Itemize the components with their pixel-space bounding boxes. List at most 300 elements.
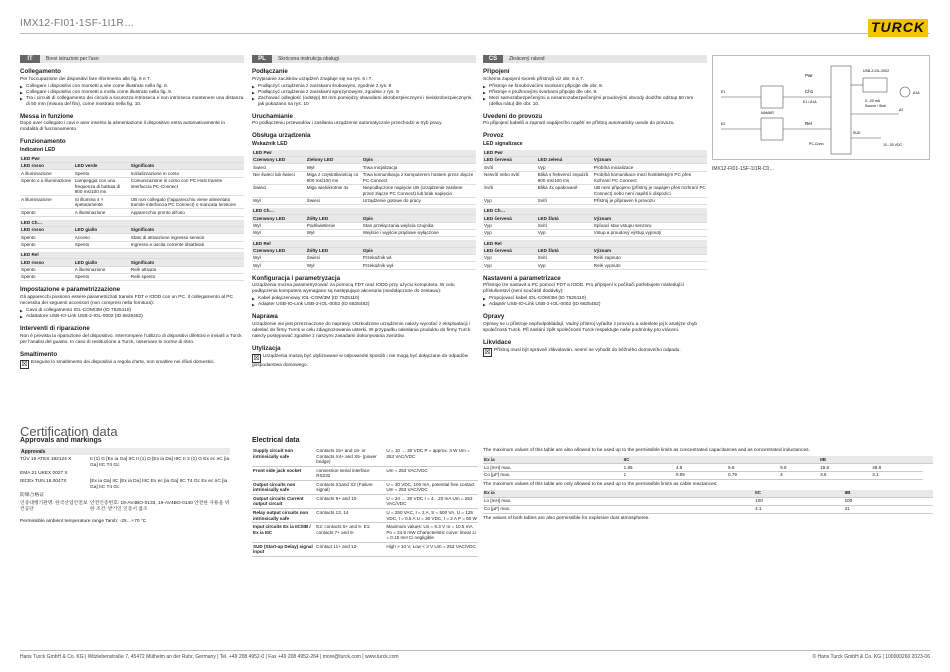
led-head-cell: Czerwony LED — [252, 247, 306, 254]
connection-list — [20, 84, 244, 108]
cert-title: Certification data — [20, 424, 118, 439]
ex-cell: 0.89 — [675, 471, 727, 479]
led-head-cell: Czerwony LED — [252, 156, 306, 163]
led-subtitle: LED signalizace — [483, 141, 523, 148]
electrical-contacts: Contact 11+ and 12- — [315, 542, 385, 556]
led-table — [252, 150, 476, 205]
led-row — [20, 170, 244, 177]
ex-cell: 4.1 — [754, 505, 843, 513]
section-title-connection: Připojení — [483, 68, 510, 75]
ex-head-cell — [727, 456, 779, 463]
list-item: ▶ Adapter USB-IO-Link USB-2-IOL-0002 (ID 6825482) — [252, 302, 476, 308]
approval-marking: II (1) G [Ex ia Ga] IIC II (1) D [Ex ia Da] IIIC II 3 (1) G Ex ec nC [ia Ga] IIC T4 Gc — [90, 457, 230, 469]
language-header — [252, 55, 476, 63]
led-row — [483, 184, 707, 197]
led-group-row — [252, 208, 476, 215]
approval-marking: [Ex ia Ga] IIC [Ex ia Da] IIIC Ex ec [ia Ga] IIC T4 Gc Ex ec nC [ia Ga] IIC T4 Gc — [90, 479, 228, 491]
approval-id: IECEx TUN 16.0047X — [20, 479, 67, 485]
ex-head-cell: IIB — [819, 456, 871, 463]
language-header — [483, 55, 707, 63]
led-row — [483, 262, 707, 269]
diag-label-a2: A2 — [899, 108, 904, 112]
section-title-operation: Obsługa urządzenia — [252, 132, 311, 140]
electrical-data — [252, 447, 478, 557]
diag-label-pwr: Pwr — [805, 73, 813, 78]
column-cs — [483, 55, 707, 358]
electrical-row — [252, 466, 478, 480]
led-cell: Wył — [306, 230, 362, 237]
led-head-cell: Význam — [593, 247, 707, 254]
approval-marking — [90, 493, 230, 499]
led-cell: Bliká s frekvencí impulzů 900 ms/100 ms — [537, 171, 593, 184]
led-cell: Miga z częstotliwością co 900 ms/100 ms — [306, 171, 362, 184]
connection-list — [483, 84, 707, 108]
led-row — [483, 222, 707, 229]
led-cell: Miga wielokrotnie 4x — [306, 184, 362, 197]
accessory-list — [252, 296, 476, 308]
electrical-contacts: Contacts 15+ and 16- or Contacts X4+ and X5- (power bridge) — [315, 447, 385, 466]
ex-cell: 4 — [779, 471, 819, 479]
led-group: LED Pwr — [20, 156, 244, 163]
ex-head-cell: IIC — [623, 456, 675, 463]
diag-label-rel: Rel — [805, 121, 812, 126]
approval-id: 인증대행기관명: 한국산업안전보건공단 — [20, 501, 88, 513]
led-cell: Podświetlenie — [306, 222, 362, 229]
crossed-bin-icon: ☒ — [21, 360, 28, 368]
ex-head-row — [483, 456, 933, 463]
crossed-bin-icon: ☒ — [253, 354, 260, 362]
electrical-circuit: Supply circuit non intrinsically safe — [252, 447, 315, 466]
ex-cell: 31 — [844, 505, 933, 513]
led-head-row — [20, 227, 244, 234]
led-cell: A illuminazione — [20, 170, 74, 177]
section-text: Po podłączeniu przewodów i zasilania urządzenie automatycznie przechodzi w tryb pracy. — [252, 121, 443, 127]
led-head-row — [20, 162, 244, 169]
section-text: Przypisanie zacisków urządzeń znajduje się na rys. 6 i 7. — [252, 76, 373, 82]
language-code: IT — [20, 55, 40, 63]
led-cell: Urządzenie gotowe do pracy — [362, 197, 476, 204]
disposal-text: Přístroj musí být správně zlikvidován, nesmí se vyhodit do běžného domovního odpadu. — [494, 347, 681, 353]
ex-table-1 — [483, 456, 933, 480]
led-cell: Świeci — [252, 164, 306, 171]
diag-label-e1: E1 — [721, 90, 726, 94]
led-table — [252, 240, 476, 269]
disposal-text-wrap — [20, 360, 244, 369]
led-cell: A illuminazione — [20, 196, 74, 209]
led-cell: Bliká 4x opakovaně — [537, 184, 593, 197]
led-cell: Svítí — [537, 222, 593, 229]
led-head-cell: Opis — [362, 156, 476, 163]
led-row — [252, 230, 476, 237]
led-cell: Lampeggia con una frequenza di battuta di 900 ms/100 ms — [74, 177, 130, 196]
section-title-connection: Collegamento — [20, 68, 61, 75]
approval-row — [20, 457, 230, 469]
led-group: LED Pwr — [252, 150, 476, 157]
led-head-cell: LED červená — [483, 215, 537, 222]
led-cell: Svítí — [483, 164, 537, 171]
led-cell: Relè attivato — [130, 266, 244, 273]
diag-label-e2: E2 — [721, 122, 726, 126]
column-pl — [252, 55, 476, 370]
electrical-values: U = 24 … 30 VDC I = 4…20 mA Um = 253 VAC/VDC — [385, 494, 478, 508]
led-row — [483, 197, 707, 204]
electrical-circuit: Input circuits Ex ia IIC/IIB / Ex ia IIIC — [252, 523, 315, 543]
ex-head-cell: IIC — [754, 490, 843, 497]
electrical-contacts: Contacts 13, 14 — [315, 508, 385, 522]
electrical-title: Electrical data — [252, 437, 300, 444]
led-cell: Wył — [252, 255, 306, 262]
electrical-row — [252, 523, 478, 543]
list-item: ▶ Podłączyć urządzenia z zaciskami sprężynowymi, zgodnie z rys. 9 — [252, 90, 476, 96]
section-title-operation: Provoz — [483, 132, 504, 140]
led-cell: Vyp — [537, 230, 593, 237]
led-cell: Relè spento — [130, 274, 244, 281]
led-cell: Spento — [74, 274, 130, 281]
led-head-cell: Significato — [130, 259, 244, 266]
led-row — [252, 262, 476, 269]
language-description: Zkrácený návod — [509, 55, 545, 62]
ex-head-cell — [923, 456, 933, 463]
led-head-cell: LED rosso — [20, 162, 74, 169]
led-head-cell: LED rosso — [20, 259, 74, 266]
led-cell: Vyp — [483, 255, 537, 262]
led-cell: Wył — [252, 230, 306, 237]
approval-row — [20, 501, 230, 513]
led-row — [20, 177, 244, 196]
led-cell: Apparecchio pronto all'uso — [130, 209, 244, 216]
ex-cell: 19.8 — [819, 463, 871, 471]
led-head-row — [20, 259, 244, 266]
led-head-cell: LED červená — [483, 247, 537, 254]
led-cell: Wył — [306, 164, 362, 171]
electrical-circuit: Relay output circuits non intrinsically safe — [252, 508, 315, 522]
led-cell: Vyp — [483, 197, 537, 204]
list-item: ▶ Propojovací kabel IOL-COM/3M (ID 7525110) — [483, 296, 707, 302]
electrical-values: Maximum values: Uo = 9.3 V Io = 10.5 mA Po = 24.5 mW Characteristic curve: linear Li = 0.15 mH Ci negligible — [385, 523, 478, 543]
led-cell: Vyp — [483, 230, 537, 237]
section-text: Schéma zapojení svorek přístrojů viz obr. 6 a 7. — [483, 76, 585, 82]
crossed-bin-icon: ☒ — [484, 348, 491, 356]
section-title-commissioning: Uvedení do provozu — [483, 112, 543, 120]
led-row — [20, 196, 244, 209]
ex-cell: 100 — [754, 497, 843, 505]
diagram-caption: IMX12-FI01-1SF-1I1R-C0… — [712, 166, 775, 172]
diag-label-e1a1a: E1 / A1A — [803, 100, 817, 104]
section-title-operation: Funzionamento — [20, 138, 66, 146]
diag-label-source-sink: Source / Sink — [865, 104, 886, 108]
led-head-row — [483, 156, 707, 163]
led-row — [483, 230, 707, 237]
led-cell: UB non collegato (l'apparecchio viene alimentato tramite interfaccia PC Connect) o mancata tensione — [130, 196, 244, 209]
section-title-settings: Konfiguracja i parametryzacja — [252, 274, 341, 282]
led-cell: Vyp — [537, 262, 593, 269]
diag-label-supply: 10...30 VDC — [883, 143, 903, 147]
led-table — [20, 156, 244, 217]
led-row — [20, 209, 244, 216]
connection-list — [252, 84, 476, 108]
led-cell: Vyp — [537, 164, 593, 171]
electrical-values: High > 10 V, Low < 3 V Um = 253 VAC/VDC — [385, 542, 478, 556]
language-code: PL — [252, 55, 272, 63]
electrical-circuit: Output circuits non intrinsically safe — [252, 480, 315, 494]
led-cell: Acceso — [74, 234, 130, 241]
led-table — [483, 150, 707, 205]
section-title-settings: Nastavení a parametrizace — [483, 274, 561, 282]
led-head-cell: LED verde — [74, 162, 130, 169]
electrical-values: U = 30 VDC, 100 mA, potential free contact Um = 253 VAC/VDC — [385, 480, 478, 494]
ex-cell: Co [µF] max. — [483, 471, 623, 479]
led-group-row — [252, 240, 476, 247]
led-head-cell: Significato — [130, 227, 244, 234]
led-group-row — [483, 208, 707, 215]
approval-row — [20, 471, 230, 477]
section-text: Po připojení kabelů a zapnutí napájecího napětí se přístroj automaticky uvede do provozu. — [483, 121, 675, 127]
language-header — [20, 55, 244, 63]
led-head-cell: Żółty LED — [306, 247, 362, 254]
ex-values — [483, 448, 933, 522]
section-title-settings: Impostazione e parametrizzazione — [20, 286, 121, 294]
led-cell: Spento — [20, 266, 74, 273]
led-cell: Ingresso e uscita corrente disattivati — [130, 241, 244, 248]
disposal-text: Eseguire lo smaltimento dei dispositivi a regola d'arte, non smaltire nei rifiuti domestici. — [31, 359, 215, 365]
led-cell: Vyp — [483, 222, 537, 229]
electrical-contacts: connection serial interface RS232 — [315, 466, 385, 480]
led-table — [483, 240, 707, 269]
approval-id: 防爆合格证 — [20, 493, 44, 499]
led-head-cell: Význam — [593, 215, 707, 222]
language-code: CS — [483, 55, 503, 63]
led-row — [252, 164, 476, 171]
approvals-head: Approvals — [20, 448, 230, 455]
ex-cell: 0.79 — [727, 471, 779, 479]
led-head-cell: LED giallo — [74, 259, 130, 266]
led-group-row — [483, 150, 707, 157]
section-title-commissioning: Uruchamianie — [252, 112, 293, 120]
ex-cell: Lo [mH] max. — [483, 463, 623, 471]
accessory-list — [20, 308, 244, 320]
ex-cell: 9.8 — [779, 463, 819, 471]
ex-row — [483, 505, 933, 513]
led-row — [483, 171, 707, 184]
section-text: Urządzenia można parametryzować za pomocą FDT oraz IODD przy użyciu komputera. W celu podłączenia komputera wymagane są następujące akcesoria (niedołączone do zestawu): — [252, 283, 455, 295]
wiring-diagram-svg — [713, 56, 931, 161]
disposal-text-wrap — [252, 354, 476, 369]
electrical-contacts: E2: contacts 5+ and 6- E1: contacts 7+ and 8- — [315, 523, 385, 543]
led-group: LED Ch… — [20, 220, 244, 227]
led-cell: Wył — [306, 262, 362, 269]
led-group-row — [20, 252, 244, 259]
section-text: Přístroje lze nastavit a PC pomocí FDT a IODD. Pro připojení k počítači potřebujete následující příslušenství (není součástí dodávky): — [483, 283, 685, 295]
led-row — [20, 274, 244, 281]
ex-cell: 3.6 — [819, 471, 871, 479]
led-cell: Wejście i wyjście prądowe wyłączone — [362, 230, 476, 237]
led-cell: Wył — [252, 222, 306, 229]
electrical-circuit: Front side jack socket — [252, 466, 315, 480]
ex-cell: 100 — [844, 497, 933, 505]
approval-marking — [90, 471, 230, 477]
led-group: LED Rel — [483, 240, 707, 247]
list-item: ▶ Kabel połączeniowy IOL-COM/3M (ID 7525110) — [252, 296, 476, 302]
electrical-contacts: Contacts X1and X2 (Failure signal) — [315, 480, 385, 494]
approvals-list — [20, 457, 230, 513]
led-cell: Relé zapnuto — [593, 255, 707, 262]
led-group-row — [20, 156, 244, 163]
led-cell: Świeci — [306, 255, 362, 262]
led-table — [20, 252, 244, 281]
section-title-commissioning: Messa in funzione — [20, 112, 74, 120]
document-title: IMX12-FI01-1SF-1I1R… — [20, 18, 135, 29]
electrical-values: U = 10 … 30 VDC P = approx. 3 W Um = 253 VAC/VDC — [385, 447, 478, 466]
diag-label-usb: USB-2-IOL-0002 — [863, 69, 890, 73]
language-description: Brevi istruzioni per l'uso — [46, 55, 99, 62]
list-item: ▶ Přístroje se šroubovacími svorkami připojte dle obr. 8. — [483, 84, 707, 90]
ex-cell: 48.8 — [871, 463, 923, 471]
led-cell: Świeci — [252, 184, 306, 197]
led-cell: Stato di attivazione ingresso sensori — [130, 234, 244, 241]
approval-row — [20, 493, 230, 499]
led-head-cell: Żółty LED — [306, 215, 362, 222]
led-row — [20, 241, 244, 248]
led-table — [252, 208, 476, 237]
led-cell: Wył — [252, 197, 306, 204]
ex-note-2: The maximum values of this table are only allowed to be used up to the permissible limits as cable reactances: — [483, 481, 718, 487]
turck-logo: TURCK — [868, 19, 928, 37]
list-item: ▶ Přístroje s pružinovými svorkami připojte dle obr. 9. — [483, 90, 707, 96]
section-title-repair: Interventi di riparazione — [20, 325, 90, 333]
footer-divider — [20, 650, 930, 651]
electrical-table — [252, 447, 478, 557]
electrical-values: U = 250 VAC, I = 2 A, S = 500 VA, U = 125 VDC, I = 0.5 A U = 30 VDC, I = 2 A P = 60 W — [385, 508, 478, 522]
list-item: ▶ Adattatore USB-IO-Link USB-2-IOL-0002 (ID 6825482) — [20, 314, 244, 320]
led-cell: Spento — [20, 234, 74, 241]
led-subtitle: Indicatori LED — [20, 147, 56, 154]
ex-head-cell: Ex ia — [483, 490, 754, 497]
led-row — [252, 184, 476, 197]
led-head-cell: Zielony LED — [306, 156, 362, 163]
electrical-contacts: Contacts 9+ and 10- — [315, 494, 385, 508]
supply-block — [863, 78, 887, 92]
led-head-row — [252, 247, 476, 254]
led-head-cell: Opis — [362, 247, 476, 254]
list-item: ▶ Cavo di collegamento IOL-COM/3M (ID 7525110) — [20, 308, 244, 314]
led-head-cell: LED červená — [483, 156, 537, 163]
approval-marking: 안전인증번호: 19-AV4BO-0133, 19-AV4BO-0140 안전한 사용을 위한 조건: 받기인 인증서 참조 — [90, 501, 230, 513]
section-text: Dopo aver collegato i cavi e aver inserito la alimentazione il dispositivo entra automaticamente in modalità di funzionamento. — [20, 121, 226, 133]
ex-head-cell: IIB — [844, 490, 933, 497]
cert-subtitle: Approvals and markings — [20, 437, 102, 444]
electrical-values: Um = 253 VAC/VDC — [385, 466, 478, 480]
led-row — [252, 197, 476, 204]
ex-row — [483, 463, 933, 471]
led-group: LED Rel — [252, 240, 476, 247]
ex-cell: Lo [mH] max. — [483, 497, 754, 505]
section-text: Per l'occupazione dei dispositivi fare riferimento alle fig. 6 e 7. — [20, 76, 152, 82]
ex-head-cell: Ex ia — [483, 456, 623, 463]
accessory-list — [483, 296, 707, 308]
ex-note-1: The maximum values of this table are also allowed to be used up to the permissible limits as concentrated capacitances and as concentrated inductances. — [483, 448, 810, 453]
ex-head-cell — [871, 456, 923, 463]
electrical-row — [252, 494, 478, 508]
led-group-row — [252, 150, 476, 157]
footer-copyright: © Hans Turck GmbH & Co. KG | 100000260 2023-06 — [812, 654, 930, 660]
led-cell: Spento — [20, 241, 74, 248]
led-cell: Spento — [74, 170, 130, 177]
list-item: ▶ Mezi samozabezpečenými a nesamozabezpečenými proudovými obvody dodržte odstup 50 mm (délka nátu) dle obr. 10. — [483, 96, 707, 108]
led-cell: Svítí — [537, 255, 593, 262]
led-head-cell: Význam — [593, 156, 707, 163]
led-cell: Inizializzazione in corso — [130, 170, 244, 177]
header-divider — [20, 33, 930, 34]
led-cell: Vstup a proudový výstup vypnutý — [593, 230, 707, 237]
led-head-cell: LED rosso — [20, 227, 74, 234]
led-head-cell: LED zelená — [537, 156, 593, 163]
section-title-disposal: Utylizacja — [252, 345, 281, 353]
ex-table-2 — [483, 490, 933, 514]
led-cell: Nesvítí nebo svítí — [483, 171, 537, 184]
led-head-cell: LED žlutá — [537, 215, 593, 222]
led-cell: Comunicazione in corso con PC Host tramite interfaccia PC-Connect — [130, 177, 244, 196]
sensor-block-2 — [761, 118, 783, 140]
ex-cell: 4.8 — [675, 463, 727, 471]
list-item: ▶ Adaptér USB-IO-Link USB-2-IOL-0002 (ID 6825482) — [483, 302, 707, 308]
disposal-text-wrap — [483, 348, 707, 357]
led-cell: Trwa inicjalizacja — [362, 164, 476, 171]
led-cell: Spento — [20, 209, 74, 216]
relay-symbol — [900, 87, 910, 97]
ex-row — [483, 497, 933, 505]
electrical-circuit: Output circuits Current output circuit — [252, 494, 315, 508]
led-cell: Spento — [20, 274, 74, 281]
ex-head-row — [483, 490, 933, 497]
diag-label-sud: SUD — [853, 131, 861, 135]
section-title-connection: Podłączanie — [252, 68, 288, 75]
approval-row — [20, 479, 230, 491]
led-cell: Trwa komunikacja z komputerem hostem przez złącze PC Connect — [362, 171, 476, 184]
led-row — [20, 234, 244, 241]
section-title-disposal: Likvidace — [483, 339, 512, 347]
led-cell: Probíhá inicializace — [593, 164, 707, 171]
approvals-section — [20, 448, 230, 525]
section-text: Opravy se u přístroje nepředpokládají. Vadný přístroj vyřaďte z provozu a odeslete jej k analýze chyb společnosti Turck. Při zaslání zpět společnosti Turck respektujte naše podmínky pro vrácení. — [483, 322, 698, 334]
section-text: Gli apparecchi possono essere parametrizzati tramite FDT e IODD con un PC. Il collegamento al PC necessita dei seguenti accessori (non compresi nella fornitura): — [20, 295, 233, 307]
led-cell: Svítí — [537, 197, 593, 204]
led-group: LED Ch… — [483, 208, 707, 215]
electrical-row — [252, 480, 478, 494]
ex-cell: 1.85 — [623, 463, 675, 471]
section-title-disposal: Smaltimento — [20, 350, 58, 358]
list-item: ▶ Collegare i dispositivi con morsetti a molla come illustrato nella fig. 9. — [20, 90, 244, 96]
led-cell: Stan przełączania wejścia czujnika — [362, 222, 476, 229]
ex-head-cell — [675, 456, 727, 463]
led-head-cell: LED žlutá — [537, 247, 593, 254]
ex-row — [483, 471, 933, 479]
led-head-row — [483, 247, 707, 254]
diag-label-pc-conn: PC-Conn. — [809, 142, 825, 146]
led-cell: Vyp — [483, 262, 537, 269]
list-item: ▶ Zachować odległość (odstęp) 50 mm pomiędzy obwodami iskrobezpiecznymi i nieiskrobezpiecznymi, jak pokazano na rys. 10 — [252, 96, 476, 108]
led-row — [483, 164, 707, 171]
section-text: Urządzenie nie jest przeznaczone do naprawy. Uszkodzone urządzenie należy wycofać z eksploatacji i odesłać do firmy Turck w celu zdiagnozowania usterki. W przypadku odesłania produktu do firmy Turck należy postępować zgodnie z naszymi zasadami dokonywania zwrotów. — [252, 322, 471, 340]
terminal-block — [831, 66, 851, 154]
led-group: LED Pwr — [483, 150, 707, 157]
led-group: LED Rel — [20, 252, 244, 259]
led-head-cell: Opis — [362, 215, 476, 222]
ex-head-cell — [779, 456, 819, 463]
led-cell: Si illumina 4 × ripetutamente — [74, 196, 130, 209]
led-cell: Spento o a illuminazione — [20, 177, 74, 196]
ex-cell: 3.1 — [871, 471, 923, 479]
diag-label-current: 0...20 mA — [865, 99, 880, 103]
